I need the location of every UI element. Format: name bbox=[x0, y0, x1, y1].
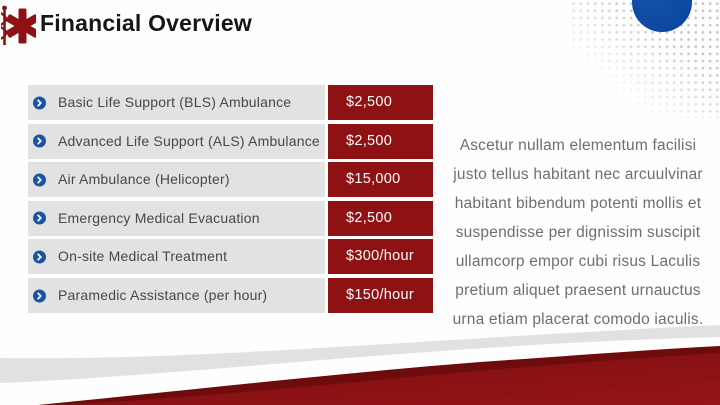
service-row bbox=[28, 201, 433, 236]
chevron-right-icon bbox=[33, 135, 46, 148]
service-name: Emergency Medical Evacuation bbox=[58, 209, 260, 226]
star-of-life-logo-icon bbox=[0, 4, 36, 46]
service-price: $2,500 bbox=[328, 201, 433, 236]
service-name-bar bbox=[28, 162, 325, 197]
description-line: suspendisse per dignissim suscipit bbox=[455, 224, 701, 241]
service-row bbox=[28, 124, 433, 159]
service-row bbox=[28, 278, 433, 313]
description-line: ullamcorp empor cubi risus Laculis bbox=[455, 253, 701, 270]
page-title: Financial Overview bbox=[40, 10, 252, 36]
chevron-right-icon bbox=[33, 289, 46, 302]
service-name-bar bbox=[28, 201, 325, 236]
service-name: Paramedic Assistance (per hour) bbox=[58, 287, 268, 303]
service-name: Air Ambulance (Helicopter) bbox=[58, 171, 230, 188]
description-line: urna etiam placerat comodo iaculis. bbox=[452, 311, 704, 328]
description-text bbox=[438, 131, 718, 334]
service-price: $150/hour bbox=[328, 278, 433, 313]
service-name-bar bbox=[28, 124, 325, 159]
description-line: justo tellus habitant nec arcuulvinar bbox=[453, 166, 703, 183]
chevron-right-icon bbox=[33, 96, 46, 109]
service-row bbox=[28, 239, 433, 274]
description-line: habitant bibendum potenti mollis et bbox=[454, 195, 702, 212]
chevron-right-icon bbox=[33, 212, 46, 225]
service-name-bar bbox=[28, 85, 325, 120]
service-price: $300/hour bbox=[328, 239, 433, 274]
description-line: Ascetur nullam elementum facilisi bbox=[459, 137, 697, 154]
bottom-wave-decoration bbox=[0, 315, 720, 405]
chevron-right-icon bbox=[33, 173, 46, 186]
service-name: Advanced Life Support (ALS) Ambulance bbox=[58, 132, 320, 149]
chevron-right-icon bbox=[33, 250, 46, 263]
description-line: pretium aliquet praesent urnauctus bbox=[455, 282, 701, 299]
service-price: $15,000 bbox=[328, 162, 433, 197]
service-row bbox=[28, 162, 433, 197]
service-price: $2,500 bbox=[328, 85, 433, 120]
service-row bbox=[28, 85, 433, 120]
service-name: On-site Medical Treatment bbox=[58, 248, 228, 265]
service-name-bar bbox=[28, 278, 325, 313]
service-price: $2,500 bbox=[328, 124, 433, 159]
service-name: Basic Life Support (BLS) Ambulance bbox=[58, 94, 292, 110]
service-name-bar bbox=[28, 239, 325, 274]
